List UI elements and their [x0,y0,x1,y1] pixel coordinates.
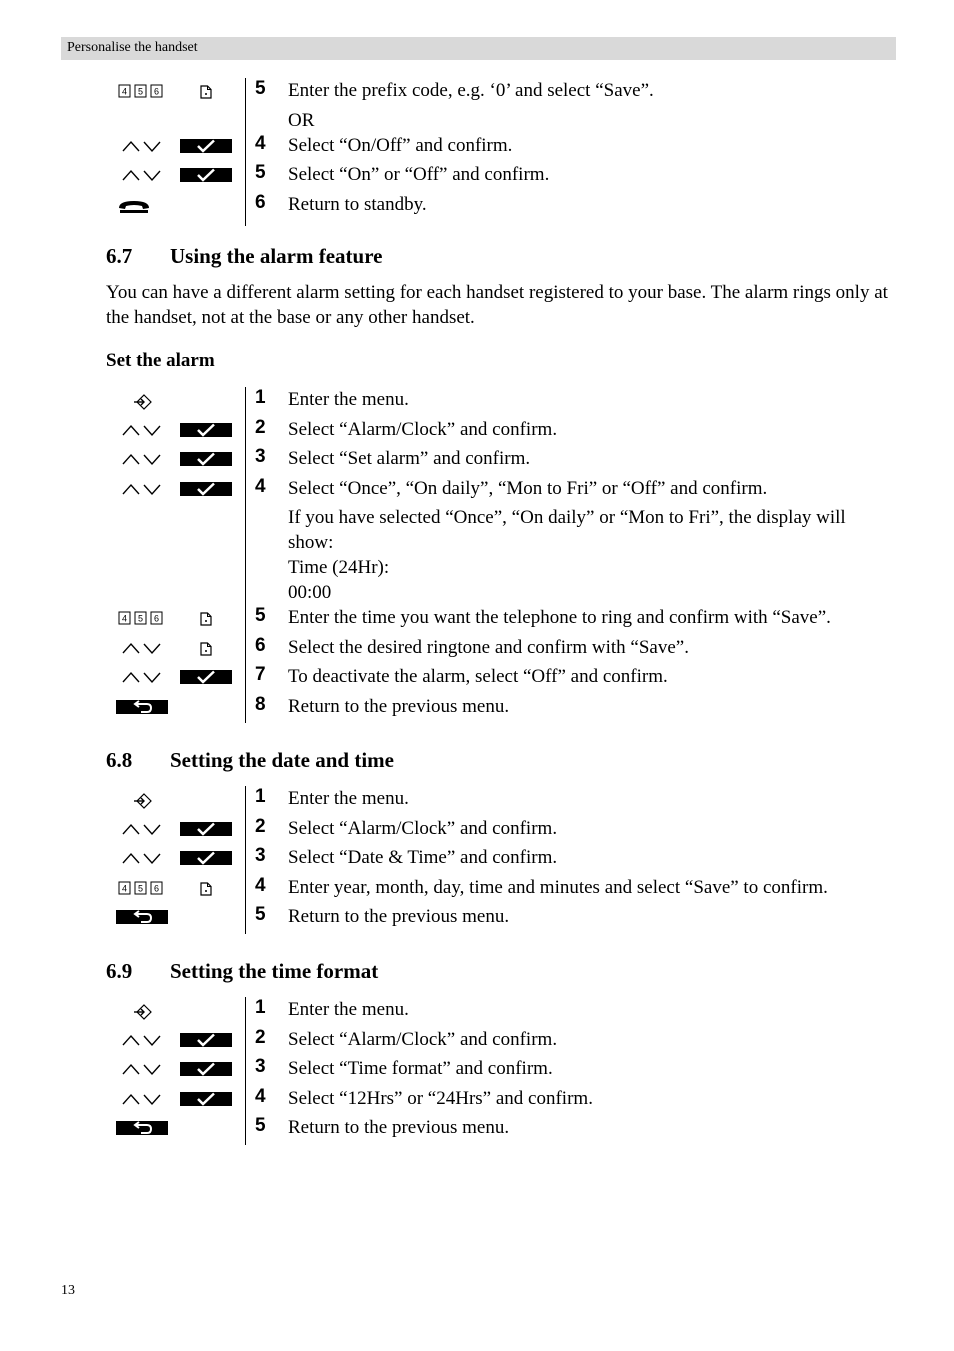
running-header [61,37,896,60]
date-step-list [106,786,906,934]
step-number: 5 [255,78,266,99]
section-number: 6.9 [106,959,133,983]
step-text: Select “12Hrs” or “24Hrs” and confirm. [288,1087,593,1109]
confirm-button-icon [180,670,232,684]
section-number: 6.7 [106,244,133,268]
confirm-button-icon [180,452,232,466]
confirm-button-icon [180,168,232,182]
navigation-arrows-icon [121,1033,163,1047]
navigation-arrows-icon [121,851,163,865]
step-number: 5 [255,605,266,626]
softkey-save-icon [198,611,214,627]
step-number: 4 [255,874,266,896]
step-text: Time (24Hr): [288,557,390,578]
step-number: 3 [255,845,266,866]
navigation-arrows-icon [121,139,163,153]
step-number: 1 [255,997,266,1018]
confirm-button-icon [180,851,232,865]
navigation-arrows-icon [121,168,163,182]
svg-text:5: 5 [137,613,144,624]
step-text: Select “Time format” and confirm. [288,1058,553,1079]
step-number: 4 [255,132,266,154]
step-number: 1 [255,387,266,408]
top-step-list [106,78,906,226]
step-number: 6 [255,634,266,656]
running-header-title: Personalise the handset [67,40,198,55]
step-text: Return to the previous menu. [288,1117,510,1138]
section-number: 6.8 [106,748,133,772]
step-divider-line [245,997,246,1145]
svg-text:4: 4 [121,883,128,893]
step-number: 7 [255,664,266,685]
step-text: Select “Alarm/Clock” and confirm. [288,817,558,839]
step-text: Select “On” or “Off” and confirm. [288,164,550,185]
step-number: 5 [255,904,266,925]
step-text: Select the desired ringtone and confirm with “Save”. [288,636,689,658]
step-number: 3 [255,446,266,467]
step-number: 2 [255,416,266,438]
back-button-icon [116,1121,168,1135]
step-divider-line [245,786,246,934]
set-alarm-subheading: Set the alarm [106,350,215,371]
step-number: 3 [255,1056,266,1077]
keypad-icon [118,881,164,895]
step-text: Enter the menu. [288,999,409,1020]
alarm-intro-paragraph: You can have a different alarm setting for each handset registered to your base. The alarm rings only at the handset, not at the base or any other handset. [106,282,888,328]
step-text: Return to the previous menu. [288,695,510,717]
step-text: Select “Alarm/Clock” and confirm. [288,418,558,440]
svg-text:6: 6 [153,883,160,893]
keypad-icon [118,611,164,625]
step-text: Select “Set alarm” and confirm. [288,448,531,469]
step-text: OR [288,109,315,131]
step-number: 2 [255,815,266,837]
step-text: If you have selected “Once”, “On daily” or “Mon to Fri”, the display will show: [288,507,846,553]
step-text: 00:00 [288,582,332,603]
confirm-button-icon [180,423,232,437]
menu-key-icon [133,393,153,411]
softkey-save-icon [198,881,214,897]
navigation-arrows-icon [121,670,163,684]
step-text: Select “Date & Time” and confirm. [288,847,558,868]
svg-text:6: 6 [153,613,160,624]
navigation-arrows-icon [121,1092,163,1106]
step-text: Enter the menu. [288,788,409,809]
confirm-button-icon [180,139,232,153]
alarm-step-list [106,387,906,723]
menu-key-icon [133,792,153,810]
svg-text:5: 5 [137,86,144,97]
svg-text:4: 4 [121,86,128,97]
step-text: Select “On/Off” and confirm. [288,134,513,156]
confirm-button-icon [180,482,232,496]
back-button-icon [116,700,168,714]
step-text: Return to standby. [288,193,427,215]
step-number: 5 [255,1115,266,1136]
keypad-icon [118,84,164,98]
step-number: 2 [255,1026,266,1048]
step-divider-line [245,78,246,226]
step-text: Select “Alarm/Clock” and confirm. [288,1028,558,1050]
menu-key-icon [133,1003,153,1021]
navigation-arrows-icon [121,641,163,655]
step-divider-line [245,387,246,723]
step-number: 4 [255,475,266,497]
navigation-arrows-icon [121,822,163,836]
section-title: Setting the time format [170,959,379,983]
confirm-button-icon [180,1062,232,1076]
step-text: Enter the menu. [288,389,409,410]
navigation-arrows-icon [121,452,163,466]
confirm-button-icon [180,1033,232,1047]
step-text: Select “Once”, “On daily”, “Mon to Fri” or “Off” and confirm. [288,477,768,499]
navigation-arrows-icon [121,1062,163,1076]
confirm-button-icon [180,822,232,836]
svg-text:5: 5 [137,883,144,893]
step-number: 6 [255,191,266,213]
svg-text:6: 6 [153,86,160,97]
step-number: 5 [255,162,266,183]
step-number: 8 [255,693,266,715]
confirm-button-icon [180,1092,232,1106]
navigation-arrows-icon [121,482,163,496]
softkey-save-icon [198,84,214,100]
step-text: Enter year, month, day, time and minutes and select “Save” to confirm. [288,876,828,898]
back-button-icon [116,910,168,924]
step-text: Enter the prefix code, e.g. ‘0’ and select “Save”. [288,80,654,101]
page-number: 13 [61,1283,75,1298]
svg-text:4: 4 [121,613,128,624]
step-text: To deactivate the alarm, select “Off” and confirm. [288,666,668,687]
softkey-save-icon [198,641,214,657]
step-text: Enter the time you want the telephone to ring and confirm with “Save”. [288,607,831,628]
step-number: 4 [255,1085,266,1107]
section-title: Using the alarm feature [170,244,383,268]
step-number: 1 [255,786,266,807]
format-step-list [106,997,906,1145]
step-text: Return to the previous menu. [288,906,510,927]
section-title: Setting the date and time [170,748,394,772]
end-call-icon [116,198,152,214]
navigation-arrows-icon [121,423,163,437]
